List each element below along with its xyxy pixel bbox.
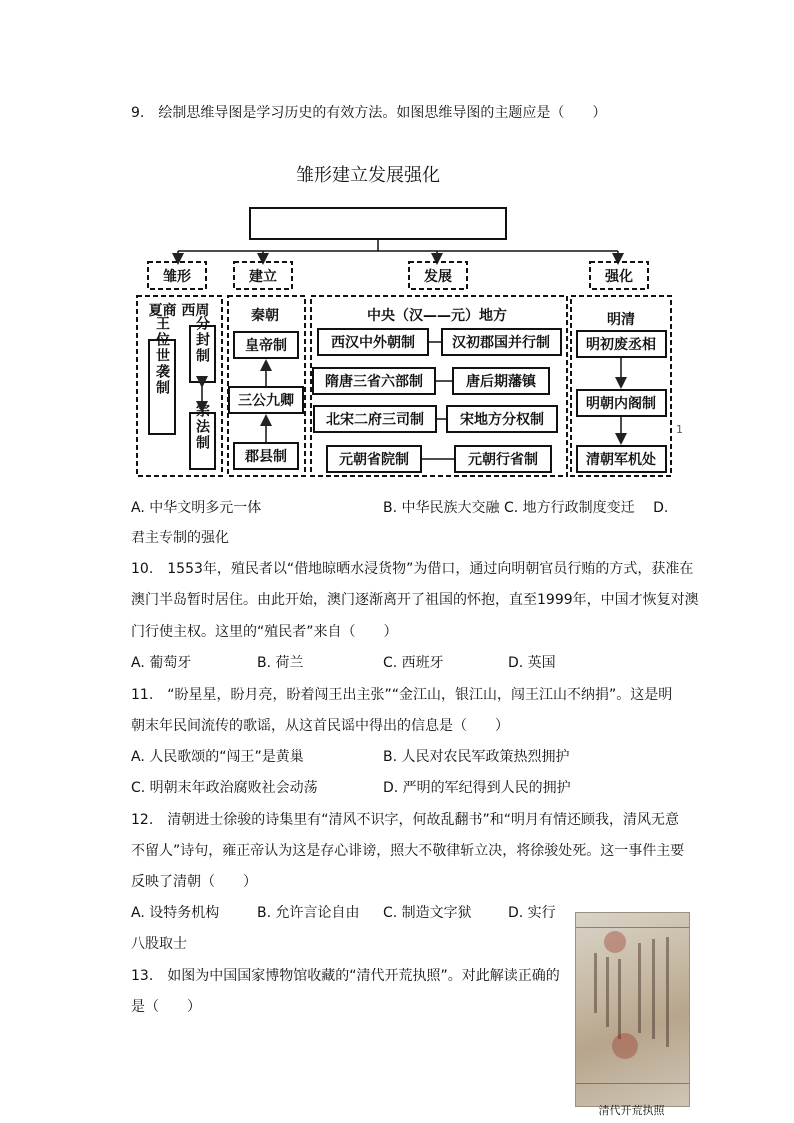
photo-detail xyxy=(618,959,621,1039)
q9-stem: 9. 绘制思维导图是学习历史的有效方法。如图思维导图的主题应是（ ） xyxy=(131,105,607,121)
photo-detail xyxy=(576,1083,689,1084)
g3-left-1: 西汉中外朝制 xyxy=(331,335,415,351)
photo-detail xyxy=(652,939,655,1039)
q13-line-1: 13. 如图为中国国家博物馆收藏的“清代开荒执照”。对此解读正确的 xyxy=(131,968,560,984)
q9-option-d-cont: 君主专制的强化 xyxy=(131,530,229,546)
g2-item-1: 皇帝制 xyxy=(245,338,287,354)
photo-detail xyxy=(576,927,689,928)
q9-option-bcd: B. 中华民族大交融 C. 地方行政制度变迁 D. xyxy=(383,500,669,516)
q10-option-d: D. 英国 xyxy=(508,655,556,671)
stage-label-4: 强化 xyxy=(605,269,633,285)
g3-right-4: 元朝行省制 xyxy=(468,452,538,468)
group4-header: 明清 xyxy=(607,312,635,328)
g2-item-2: 三公九卿 xyxy=(238,393,294,409)
g3-left-2: 隋唐三省六部制 xyxy=(325,374,423,390)
q11-line-1: 11. “盼星星，盼月亮，盼着闯王出主张”“金江山，银江山，闯王江山不纳捐”。这是明 xyxy=(131,687,673,703)
edge-mark: 1 xyxy=(676,423,683,436)
q11-option-d: D. 严明的军纪得到人民的拥护 xyxy=(383,780,571,796)
photo-detail xyxy=(606,957,609,1027)
g4-item-3: 清朝军机处 xyxy=(586,452,656,468)
land-reclamation-license-photo xyxy=(575,912,690,1107)
stage-label-3: 发展 xyxy=(424,269,452,285)
q13-line-2: 是（ ） xyxy=(131,999,201,1015)
q11-option-b: B. 人民对农民军政策热烈拥护 xyxy=(383,749,570,765)
group2-header: 秦朝 xyxy=(251,308,279,324)
q10-line-3: 门行使主权。这里的“殖民者”来自（ ） xyxy=(131,624,398,640)
q9-option-a: A. 中华文明多元一体 xyxy=(131,500,262,516)
g3-left-4: 元朝省院制 xyxy=(339,452,409,468)
q11-option-c: C. 明朝末年政治腐败社会动荡 xyxy=(131,780,318,796)
group3-header: 中央（汉——元）地方 xyxy=(367,308,507,324)
q12-line-3: 反映了清朝（ ） xyxy=(131,874,257,890)
mind-map-diagram xyxy=(0,0,794,500)
g1-left-text: 王位世袭制 xyxy=(154,316,170,396)
q10-line-2: 澳门半岛暂时居住。由此开始，澳门逐渐离开了祖国的怀抱，直至1999年，中国才恢复对澳 xyxy=(131,592,699,608)
photo-detail xyxy=(612,1033,638,1059)
diagram-blank-box xyxy=(250,208,506,239)
g1-right-top-text: 分封制 xyxy=(194,316,210,364)
q10-option-c: C. 西班牙 xyxy=(383,655,444,671)
q12-line-2: 不留人”诗句，雍正帝认为这是存心诽谤，照大不敬律斩立决，将徐骏处死。这一事件主要 xyxy=(131,843,685,859)
q12-option-d: D. 实行 xyxy=(508,905,556,921)
q11-option-a: A. 人民歌颂的“闯王”是黄巢 xyxy=(131,749,304,765)
q10-option-a: A. 葡萄牙 xyxy=(131,655,192,671)
photo-caption: 清代开荒执照 xyxy=(598,1104,665,1117)
g3-right-3: 宋地方分权制 xyxy=(460,412,544,428)
q12-option-d-cont: 八股取士 xyxy=(131,936,187,952)
q11-line-2: 朝末年民间流传的歌谣，从这首民谣中得出的信息是（ ） xyxy=(131,718,509,734)
q10-line-1: 10. 1553年，殖民者以“借地晾晒水浸货物”为借口，通过向明朝官员行贿的方式，获准在 xyxy=(131,561,694,577)
photo-detail xyxy=(666,937,669,1047)
g3-right-2: 唐后期藩镇 xyxy=(466,374,536,390)
g4-item-2: 明朝内阁制 xyxy=(586,396,656,412)
q12-line-1: 12. 清朝进士徐骏的诗集里有“清风不识字，何故乱翻书”和“明月有情还顾我，清风无意 xyxy=(131,812,680,828)
g1-right-bottom-text: 宗法制 xyxy=(194,403,210,451)
photo-detail xyxy=(594,953,597,1013)
photo-detail xyxy=(604,931,626,953)
g2-item-3: 郡县制 xyxy=(245,449,287,465)
g3-right-1: 汉初郡国并行制 xyxy=(452,335,550,351)
photo-detail xyxy=(638,943,641,1033)
q10-option-b: B. 荷兰 xyxy=(257,655,304,671)
g3-left-3: 北宋二府三司制 xyxy=(326,412,424,428)
q12-option-b: B. 允许言论自由 xyxy=(257,905,360,921)
stage-label-2: 建立 xyxy=(249,269,277,285)
g4-item-1: 明初废丞相 xyxy=(586,337,656,353)
diagram-title: 雏形建立发展强化 xyxy=(296,165,440,186)
q12-option-c: C. 制造文字狱 xyxy=(383,905,472,921)
stage-label-1: 雏形 xyxy=(163,269,191,285)
q12-option-a: A. 设特务机构 xyxy=(131,905,220,921)
group1-header: 夏商 西周 xyxy=(148,303,210,319)
